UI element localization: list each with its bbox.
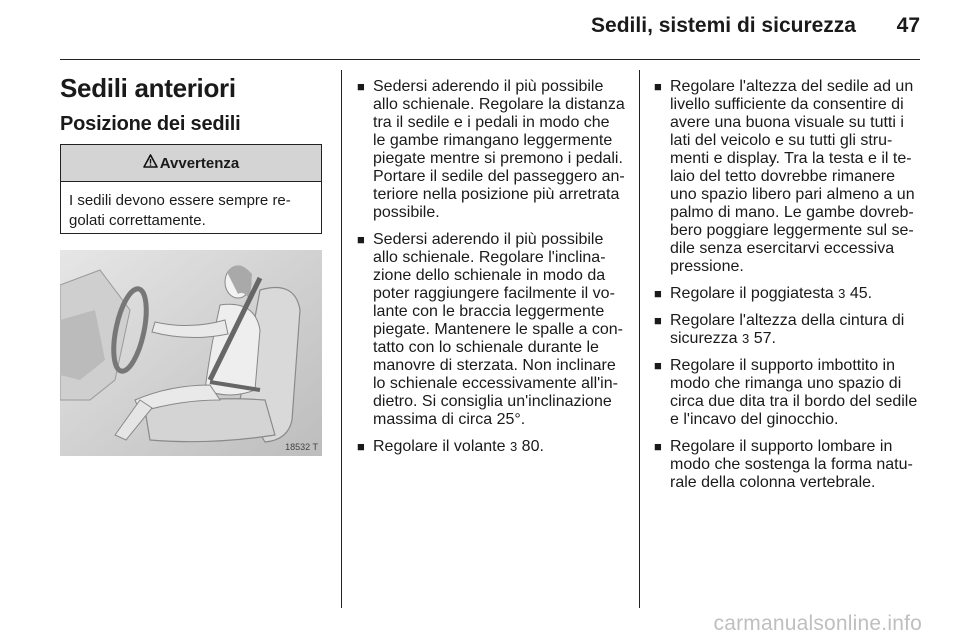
running-header: Sedili, sistemi di sicurezza [591,14,856,37]
list-item: ■ Regolare l'altezza del sedile ad un livello sufficiente da consentire di avere una buona visuale su tutti i lati del veicolo e su tutti gli stru-menti e display. Tra la testa e il te-laio del tetto dovrebbe rimanere uno spazio libero pari almeno a un palmo di mano. Le gambe dovreb-bero poggiare leggermente sul se-dile senza esercitarvi eccessiva pressione. [654,78,915,275]
column-3 [654,78,922,501]
bullet-icon: ■ [357,439,365,454]
list-item: ■ Regolare il supporto imbottito in modo che rimanga uno spazio di circa due dita tra il bordo del sedile e l'incavo del ginocchio. [654,357,918,428]
bullet-icon: ■ [357,232,365,247]
page-number: 47 [896,14,920,37]
warning-text: I sedili devono essere sempre re-golati correttamente. [69,192,291,229]
page-ref-link[interactable]: 45. [849,285,873,302]
subsection-title: Posizione dei sedili [60,113,241,135]
bullet-icon: ■ [654,439,662,454]
list-item: ■ Regolare l'altezza della cintura di sicurezza 3 57. [654,312,905,347]
list-item: ■ Regolare il volante 3 80. [357,438,544,455]
warning-box [60,144,322,234]
warning-triangle-icon [143,154,158,173]
bullet-icon: ■ [654,79,662,94]
page-ref-link[interactable]: 80. [521,438,544,455]
warning-header [61,145,321,182]
column-2 [357,78,625,465]
list-item: ■ Sedersi aderendo il più possibile allo schienale. Regolare l'inclina-zione dello schienale in modo da poter raggiungere facilmente il vo-lante con le braccia leggermente piegate. Mantenere le spalle a con-tatto con lo schienale durante le manovre di sterzata. Non inclinare lo schienale eccessivamente all'in-dietro. Si consiglia un'inclinazione massima di circa 25°. [357,231,623,428]
bullet-icon: ■ [654,313,662,328]
page-ref-link[interactable]: 57. [753,330,776,347]
list-item: ■ Regolare il poggiatesta 3 45. [654,285,873,302]
watermark: carmanualsonline.info [713,612,922,635]
section-title: Sedili anteriori [60,73,236,103]
image-reference: 18532 T [285,442,318,452]
seat-position-illustration [60,250,322,456]
page-ref-icon: 3 [838,286,846,301]
bullet-icon: ■ [654,286,662,301]
list-item: ■ Regolare il supporto lombare in modo che sostenga la forma natu-rale della colonna vertebrale. [654,438,913,491]
column-divider-2 [639,70,640,608]
warning-title: Avvertenza [159,154,240,172]
bullet-icon: ■ [654,358,662,373]
header-rule [60,59,920,60]
bullet-icon: ■ [357,79,365,94]
column-divider-1 [341,70,342,608]
page-ref-icon: 3 [509,439,518,454]
page-ref-icon: 3 [742,331,750,346]
list-item: ■ Sedersi aderendo il più possibile allo schienale. Regolare la distanza tra il sedile e i pedali in modo che le gambe rimangano leggermente piegate mentre si premono i pedali. Portare il sedile del passeggero an-teriore nella posizione più arretrata possibile. [357,78,625,221]
